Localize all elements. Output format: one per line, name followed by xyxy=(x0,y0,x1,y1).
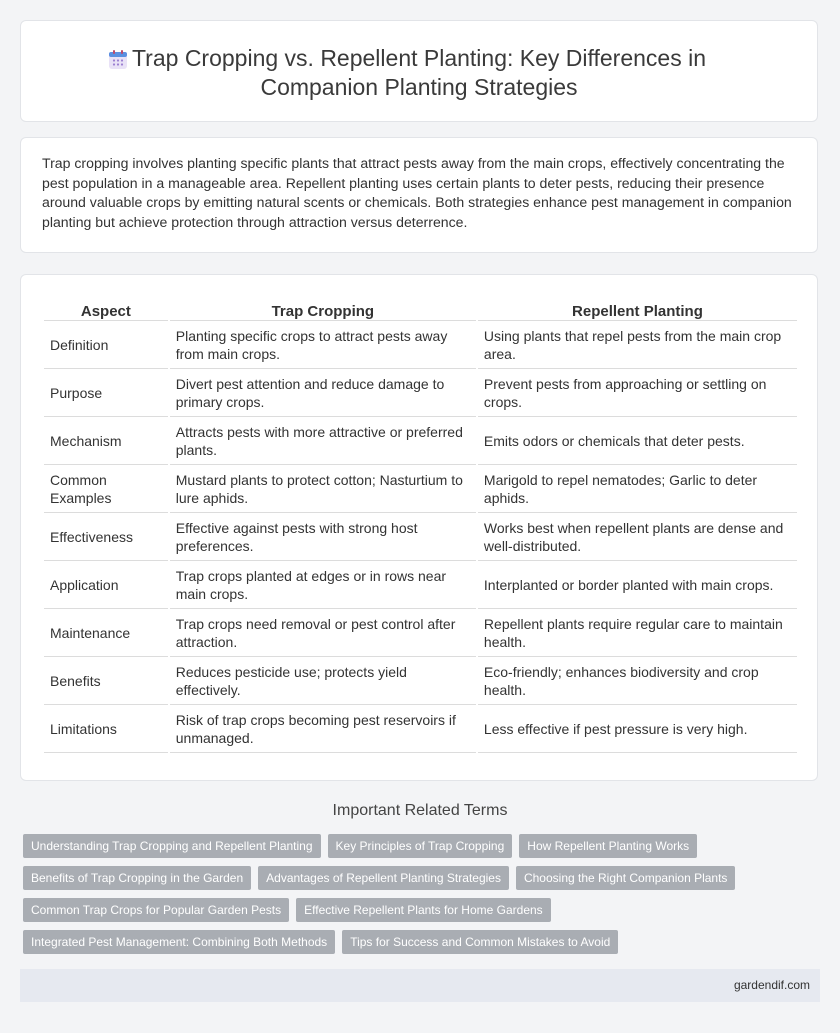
table-row xyxy=(44,561,797,609)
column-header-aspect: Aspect xyxy=(44,296,168,321)
intro-card xyxy=(20,137,818,253)
aspect-cell: Common Examples xyxy=(44,465,168,513)
table-row xyxy=(44,369,797,417)
tag-row xyxy=(23,866,823,890)
header-card xyxy=(20,20,818,122)
tag-row xyxy=(23,930,823,954)
table-row xyxy=(44,417,797,465)
trap-cropping-cell: Risk of trap crops becoming pest reservoirs if unmanaged. xyxy=(170,705,476,753)
comparison-card xyxy=(20,274,818,781)
trap-cropping-cell: Attracts pests with more attractive or preferred plants. xyxy=(170,417,476,465)
related-terms-list xyxy=(23,834,823,962)
repellent-planting-cell: Less effective if pest pressure is very high. xyxy=(478,705,797,753)
table-row xyxy=(44,609,797,657)
related-term-link[interactable]: Key Principles of Trap Cropping xyxy=(328,834,513,858)
related-term-link[interactable]: Advantages of Repellent Planting Strategies xyxy=(258,866,509,890)
table-row xyxy=(44,465,797,513)
related-term-link[interactable]: How Repellent Planting Works xyxy=(519,834,697,858)
aspect-cell: Purpose xyxy=(44,369,168,417)
repellent-planting-cell: Emits odors or chemicals that deter pests. xyxy=(478,417,797,465)
intro-paragraph: Trap cropping involves planting specific plants that attract pests away from the main crops, effectively concentrating the pest population in a manageable area. Repellent planting uses certain plants to deter pests, reducing their presence around valuable crops by emitting natural scents or chemicals. Both strategies enhance pest management in companion planting but achieve protection through attraction versus deterrence. xyxy=(42,155,792,230)
tag-row xyxy=(23,898,823,922)
trap-cropping-cell: Trap crops need removal or pest control after attraction. xyxy=(170,609,476,657)
aspect-cell: Mechanism xyxy=(44,417,168,465)
repellent-planting-cell: Repellent plants require regular care to maintain health. xyxy=(478,609,797,657)
related-term-link[interactable]: Understanding Trap Cropping and Repellent Planting xyxy=(23,834,321,858)
site-name-link[interactable]: gardendif.com xyxy=(733,978,810,992)
repellent-planting-cell: Eco-friendly; enhances biodiversity and crop health. xyxy=(478,657,797,705)
repellent-planting-cell: Marigold to repel nematodes; Garlic to deter aphids. xyxy=(478,465,797,513)
table-row xyxy=(44,705,797,753)
tag-row xyxy=(23,834,823,858)
column-header-trap-cropping: Trap Cropping xyxy=(170,296,476,321)
aspect-cell: Effectiveness xyxy=(44,513,168,561)
related-term-link[interactable]: Integrated Pest Management: Combining Both Methods xyxy=(23,930,335,954)
table-row xyxy=(44,513,797,561)
trap-cropping-cell: Mustard plants to protect cotton; Nasturtium to lure aphids. xyxy=(170,465,476,513)
aspect-cell: Maintenance xyxy=(44,609,168,657)
repellent-planting-cell: Prevent pests from approaching or settling on crops. xyxy=(478,369,797,417)
comparison-table xyxy=(42,296,799,753)
trap-cropping-cell: Effective against pests with strong host preferences. xyxy=(170,513,476,561)
repellent-planting-cell: Works best when repellent plants are dense and well-distributed. xyxy=(478,513,797,561)
footer xyxy=(20,969,820,1002)
trap-cropping-cell: Reduces pesticide use; protects yield effectively. xyxy=(170,657,476,705)
table-row xyxy=(44,321,797,369)
related-term-link[interactable]: Effective Repellent Plants for Home Gardens xyxy=(296,898,551,922)
related-term-link[interactable]: Choosing the Right Companion Plants xyxy=(516,866,735,890)
aspect-cell: Benefits xyxy=(44,657,168,705)
table-header-row xyxy=(44,296,797,321)
aspect-cell: Definition xyxy=(44,321,168,369)
repellent-planting-cell: Using plants that repel pests from the main crop area. xyxy=(478,321,797,369)
trap-cropping-cell: Trap crops planted at edges or in rows near main crops. xyxy=(170,561,476,609)
trap-cropping-cell: Divert pest attention and reduce damage to primary crops. xyxy=(170,369,476,417)
aspect-cell: Application xyxy=(44,561,168,609)
aspect-cell: Limitations xyxy=(44,705,168,753)
repellent-planting-cell: Interplanted or border planted with main crops. xyxy=(478,561,797,609)
related-term-link[interactable]: Common Trap Crops for Popular Garden Pests xyxy=(23,898,289,922)
related-terms-heading: Important Related Terms xyxy=(332,802,508,819)
related-term-link[interactable]: Tips for Success and Common Mistakes to Avoid xyxy=(342,930,618,954)
column-header-repellent-planting: Repellent Planting xyxy=(478,296,797,321)
related-term-link[interactable]: Benefits of Trap Cropping in the Garden xyxy=(23,866,251,890)
table-row xyxy=(44,657,797,705)
trap-cropping-cell: Planting specific crops to attract pests away from main crops. xyxy=(170,321,476,369)
page-title: Trap Cropping vs. Repellent Planting: Key Differences in Companion Planting Strategies xyxy=(131,45,707,100)
